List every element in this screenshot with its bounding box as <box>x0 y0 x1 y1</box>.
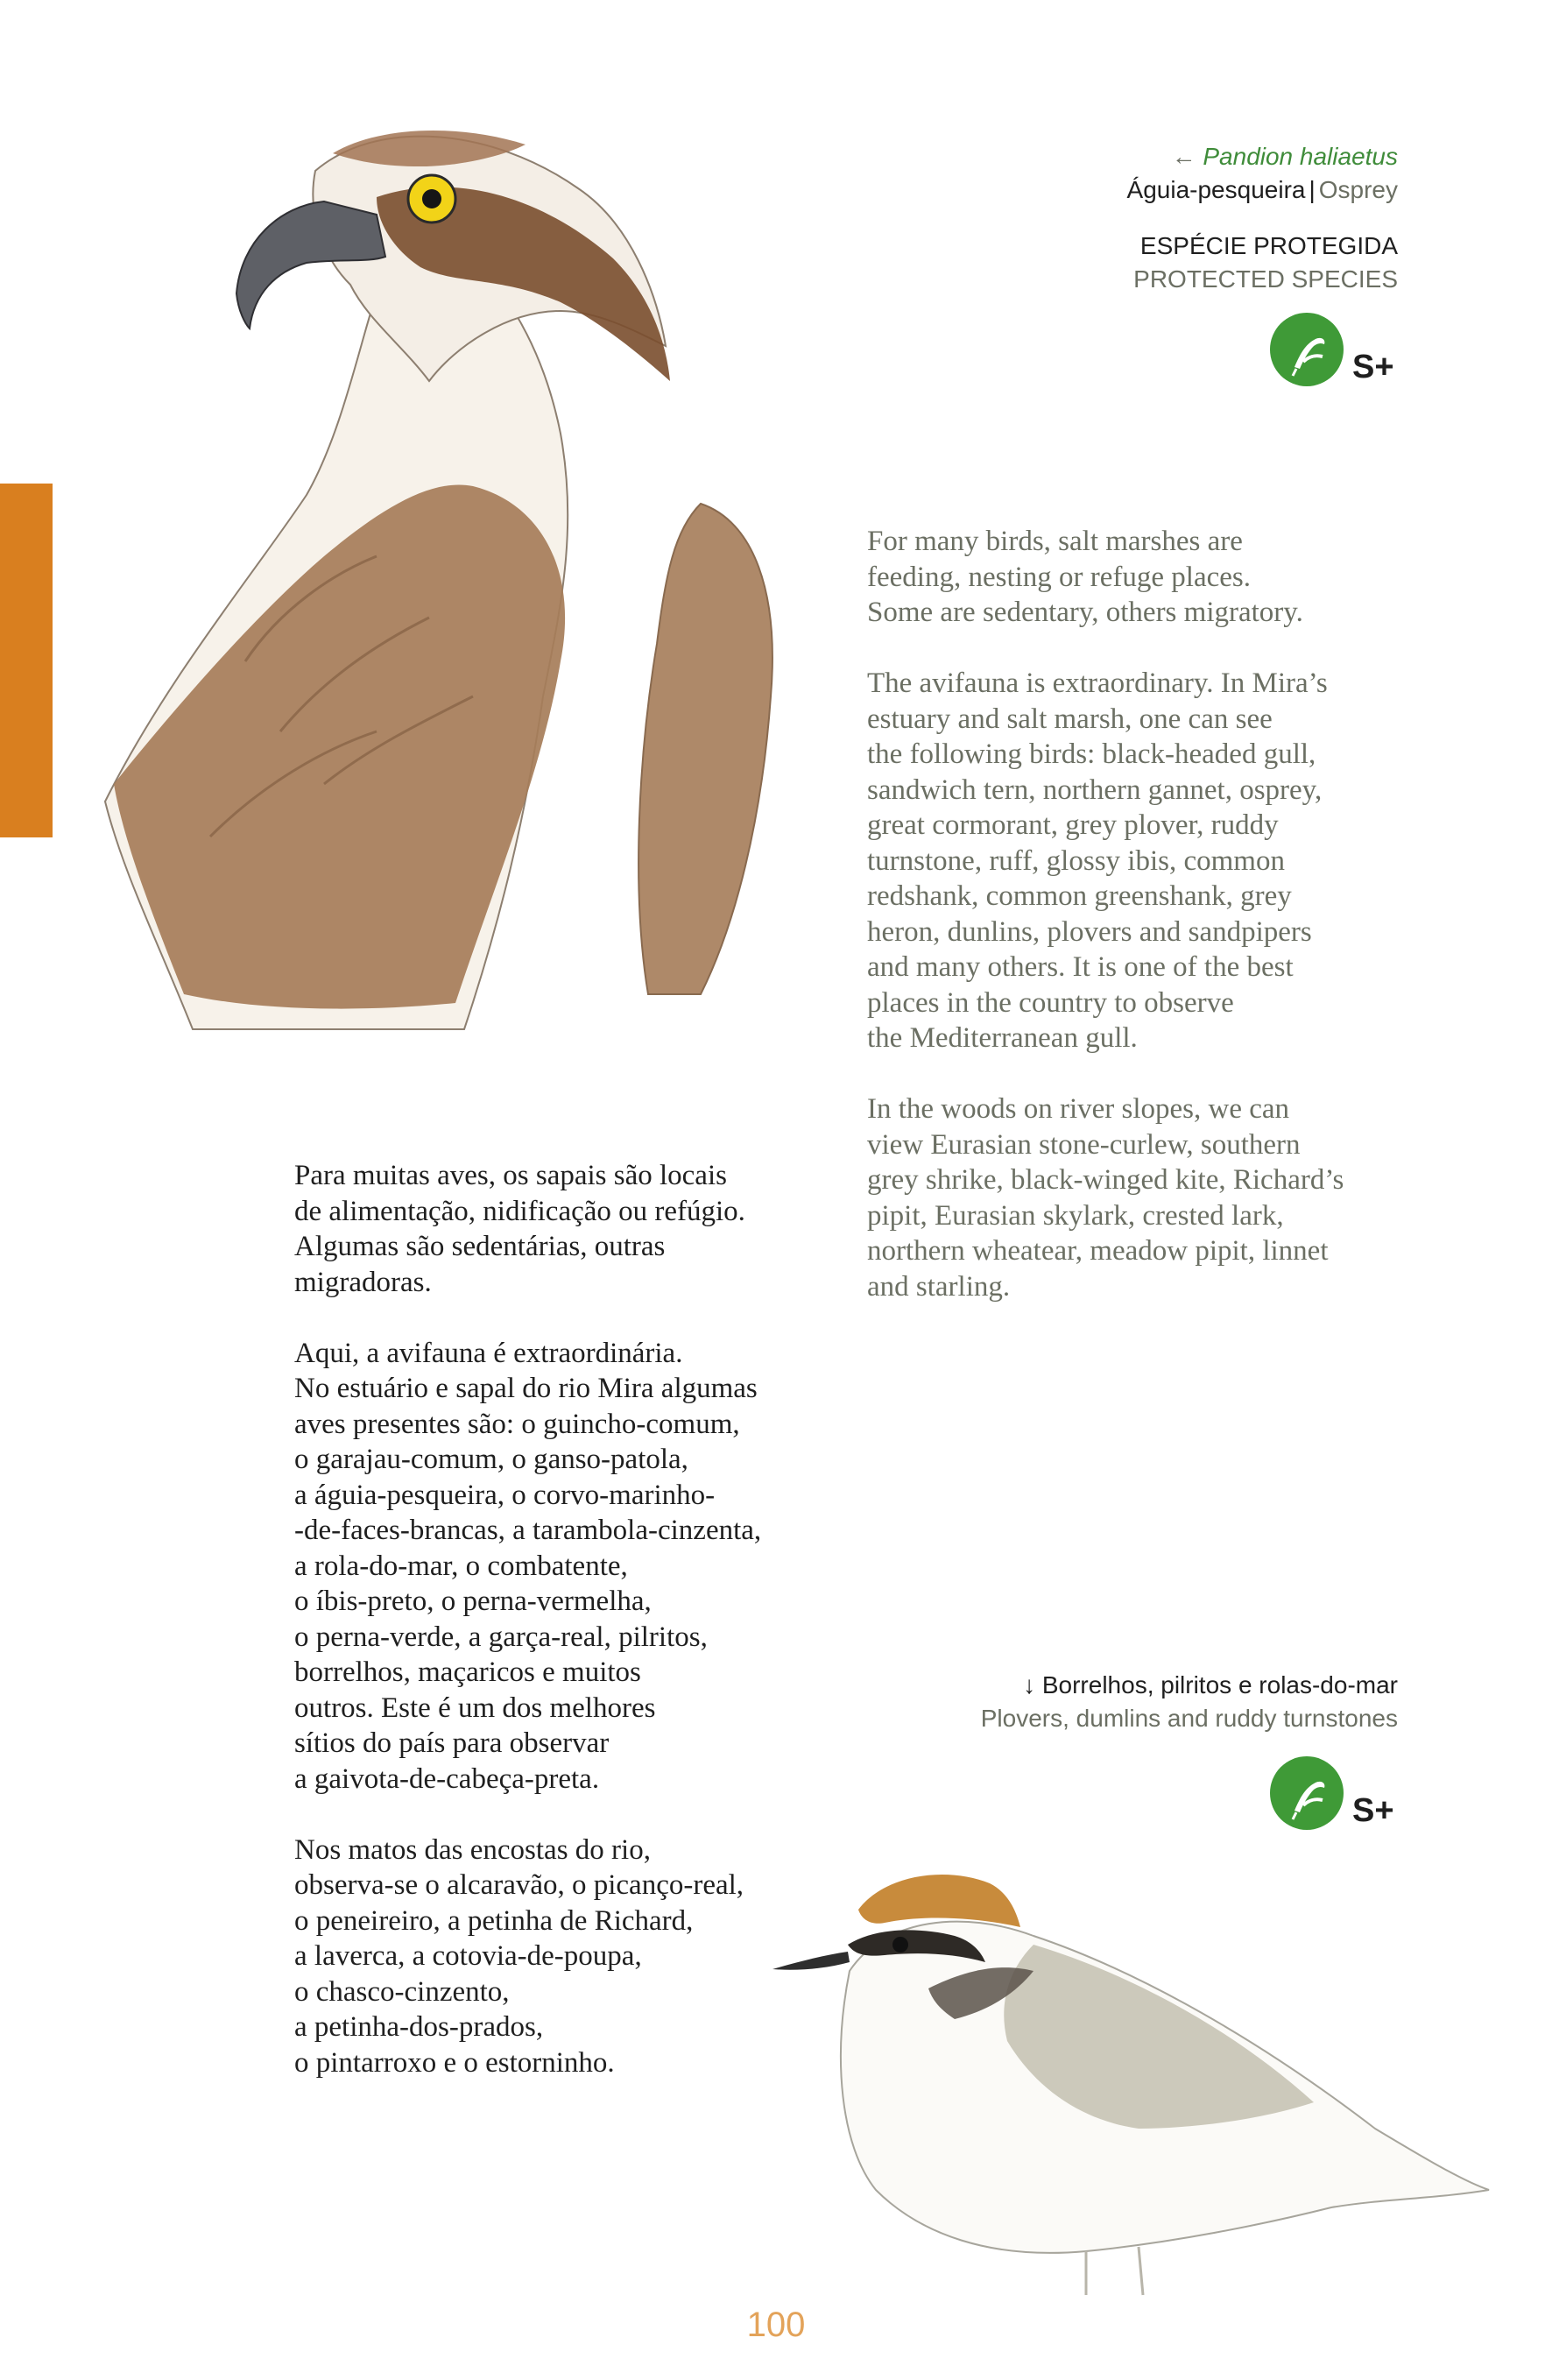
arrow-down-icon: ↓ <box>1023 1671 1036 1698</box>
osprey-common-names <box>1127 173 1398 207</box>
name-pt: Águia-pesqueira <box>1126 176 1306 203</box>
name-en: Osprey <box>1318 176 1398 203</box>
pt-paragraph-2: Aqui, a avifauna é extraordinária. No estuário e sapal do rio Mira algumas aves presentes são: o guincho-comum, o garajau-comum, o ganso-patola, a águia-pesqueira, o corvo-marinho- -de-faces-brancas, a tarambola-cinzenta, a rola-do-mar, o combatente, o íbis-preto, o perna-vermelha, o perna-verde, a garça-real, pilritos, borrelhos, maçaricos e muitos outros. Este é um dos melhores sítios do país para observar a gaivota-de-cabeça-preta. <box>294 1337 762 1795</box>
osprey-latin-line <box>1127 140 1398 173</box>
pt-paragraph-3: Nos matos das encostas do rio, observa-se o alcaravão, o picanço-real, o peneireiro, a petinha de Richard, a laverca, a cotovia-de-poupa, o chasco-cinzento, a petinha-dos-prados, o pintarroxo e o estorninho. <box>294 1833 744 2079</box>
english-text <box>867 524 1428 1304</box>
bird-icon <box>1270 1756 1344 1830</box>
pt-paragraph-1: Para muitas aves, os sapais são locais de alimentação, nidificação ou refúgio. Algumas são sedentárias, outras migradoras. <box>294 1160 745 1298</box>
status-pt: ESPÉCIE PROTEGIDA <box>1139 232 1398 259</box>
plover-name-pt: Borrelhos, pilritos e rolas-do-mar <box>1041 1671 1398 1698</box>
plover-name-pt-line <box>981 1669 1398 1702</box>
badge-label: S+ <box>1352 1791 1394 1829</box>
badge-label: S+ <box>1352 348 1394 385</box>
osprey-illustration <box>88 118 841 1099</box>
plover-name-en: Plovers, dumlins and ruddy turnstones <box>980 1705 1398 1732</box>
plover-illustration <box>771 1840 1498 2348</box>
section-color-tab <box>0 484 53 837</box>
page-number: 100 <box>746 2306 806 2344</box>
plover-caption <box>981 1669 1398 1735</box>
en-paragraph-3: In the woods on river slopes, we can view Eurasian stone-curlew, southern grey shrike, black-winged kite, Richard’s pipit, Eurasian skylark, crested lark, northern wheatear, meadow pipit, linnet and starling. <box>867 1093 1344 1303</box>
osprey-caption <box>1127 140 1398 296</box>
status-en: PROTECTED SPECIES <box>1133 265 1398 293</box>
en-paragraph-2: The avifauna is extraordinary. In Mira’s estuary and salt marsh, one can see the following birds: black-headed gull, sandwich tern, northern gannet, osprey, great cormorant, grey plover, ruddy turnstone, ruff, glossy ibis, common redshank, common greenshank, grey heron, dunlins, plovers and sandpipers and many others. It is one of the best places in the country to observe the Mediterranean gull. <box>867 667 1328 1054</box>
name-separator: | <box>1309 176 1316 203</box>
protection-badge <box>1270 1756 1394 1830</box>
arrow-left-icon: ← <box>1171 143 1196 170</box>
en-paragraph-1: For many birds, salt marshes are feeding, nesting or refuge places. Some are sedentary, others migratory. <box>867 526 1303 628</box>
latin-name: Pandion haliaetus <box>1203 143 1398 170</box>
protection-badge <box>1270 313 1394 386</box>
bird-icon <box>1270 313 1344 386</box>
